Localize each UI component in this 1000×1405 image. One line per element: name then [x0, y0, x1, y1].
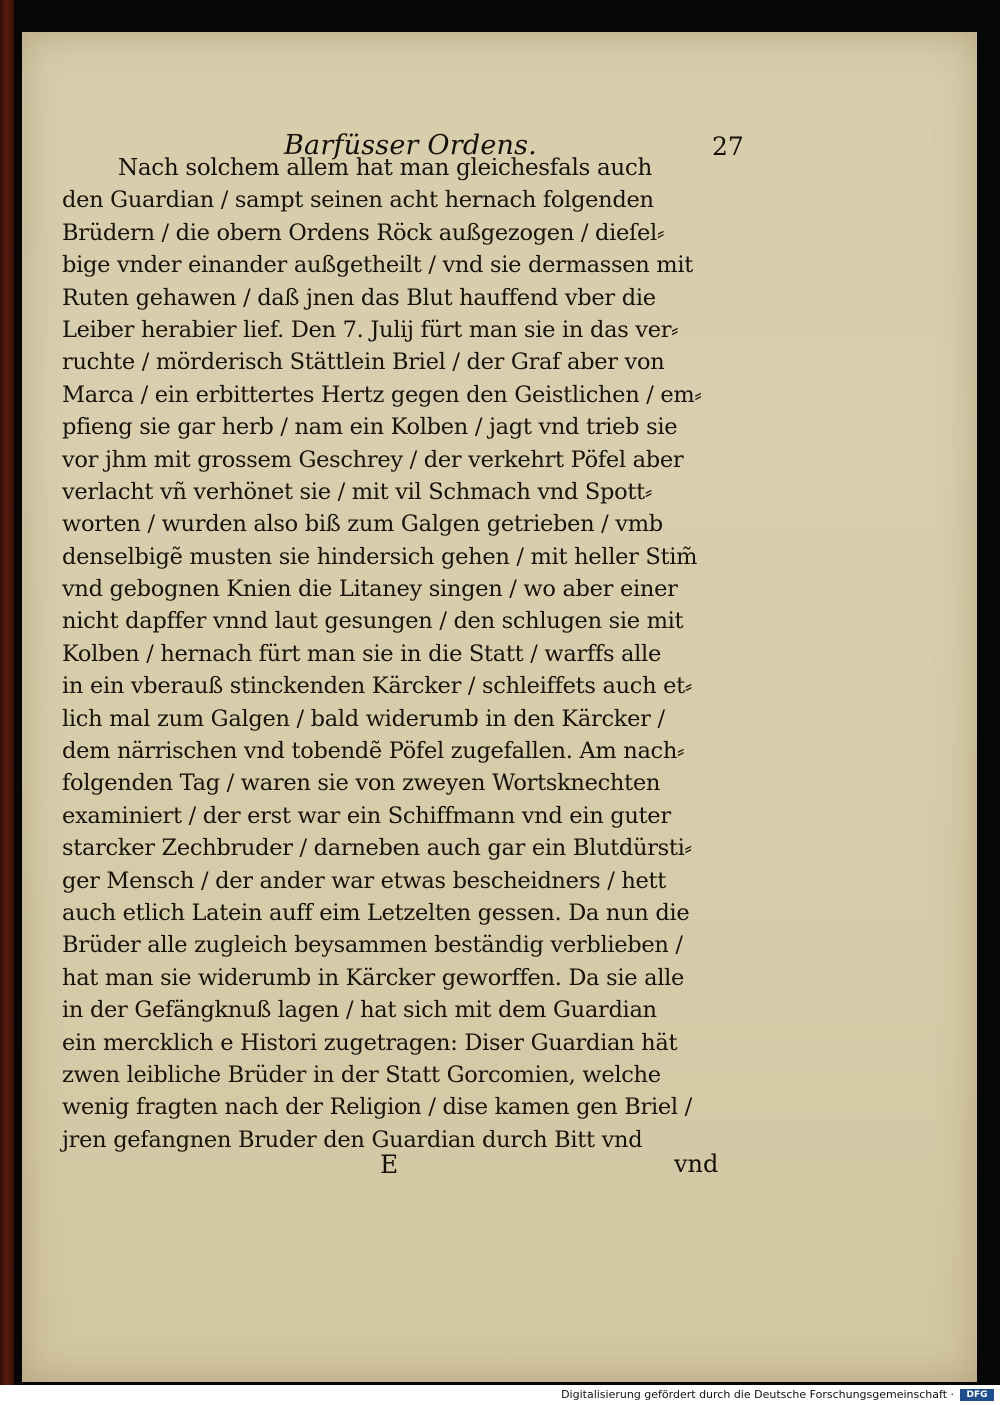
signature-mark: E — [380, 1150, 399, 1179]
book-edge — [0, 0, 14, 1385]
text-line: ein mercklich e Histori zugetragen: Diser Guardian hät — [62, 1029, 678, 1056]
folio-number: 27 — [712, 132, 744, 161]
text-line: ruchte / mörderisch Stättlein Briel / der Graf aber von — [62, 349, 665, 376]
text-line: auch etlich Latein auff eim Letzelten gessen. Da nun die — [62, 899, 690, 926]
text-line: hat man sie widerumb in Kärcker geworffen. Da sie alle — [62, 964, 685, 991]
page-footer — [22, 1150, 977, 1190]
text-line: verlacht vñ verhönet sie / mit vil Schmach vnd Spott⸗ — [62, 478, 653, 505]
text-line: denselbigẽ musten sie hindersich gehen / mit heller Stim̃ — [62, 543, 698, 570]
text-line: Nach solchem allem hat man gleichesfals auch — [118, 155, 653, 181]
text-line: Marca / ein erbittertes Hertz gegen den Geistlichen / em⸗ — [62, 381, 702, 408]
text-line: wenig fragten nach der Religion / dise kamen gen Briel / — [62, 1094, 692, 1121]
text-line: jren gefangnen Bruder den Guardian durch Bitt vnd — [62, 1126, 643, 1153]
text-line: starcker Zechbruder / darneben auch gar ein Blutdürsti⸗ — [62, 835, 692, 862]
catchword: vnd — [674, 1150, 719, 1178]
text-line: bige vnder einander außgetheilt / vnd sie dermassen mit — [62, 252, 693, 279]
text-line: Kolben / hernach fürt man sie in die Statt / warffs alle — [62, 640, 661, 667]
text-line: Ruten gehawen / daß jnen das Blut hauffend vber die — [62, 284, 656, 311]
text-line: in der Gefängknuß lagen / hat sich mit dem Guardian — [62, 997, 657, 1024]
text-line: worten / wurden also biß zum Galgen getrieben / vmb — [62, 511, 663, 538]
text-line: pfieng sie gar herb / nam ein Kolben / jagt vnd trieb sie — [62, 414, 678, 441]
text-line: Brüder alle zugleich beysammen beständig verblieben / — [62, 932, 683, 959]
dfg-logo: DFG — [960, 1389, 994, 1401]
book-page — [22, 32, 977, 1382]
text-line: zwen leibliche Brüder in der Statt Gorcomien, welche — [62, 1061, 661, 1088]
body-text — [62, 152, 762, 1156]
text-line: Brüdern / die obern Ordens Röck außgezogen / dieſel⸗ — [62, 219, 665, 246]
text-line: dem närrischen vnd tobendẽ Pöfel zugefallen. Am nach⸗ — [62, 738, 685, 765]
text-line: examiniert / der erst war ein Schiffmann vnd ein guter — [62, 802, 671, 829]
text-line: in ein vberauß stinckenden Kärcker / schleiffets auch et⸗ — [62, 673, 693, 700]
text-line: nicht dapffer vnnd laut gesungen / den schlugen sie mit — [62, 608, 684, 635]
credit-bar — [0, 1385, 1000, 1405]
credit-text: Digitalisierung gefördert durch die Deutsche Forschungsgemeinschaft · — [561, 1388, 954, 1401]
text-line: folgenden Tag / waren sie von zweyen Wortsknechten — [62, 770, 661, 797]
text-line: vnd gebognen Knien die Litaney singen / wo aber einer — [62, 576, 678, 603]
text-line: Leiber herabier lief. Den 7. Julij fürt man sie in das ver⸗ — [62, 316, 679, 343]
text-line: ger Mensch / der ander war etwas bescheidners / hett — [62, 867, 667, 894]
text-line: den Guardian / sampt seinen acht hernach folgenden — [62, 187, 654, 214]
running-title: Barfüsser Ordens. — [284, 130, 537, 161]
text-line: vor jhm mit grossem Geschrey / der verkehrt Pöfel aber — [62, 446, 684, 473]
text-line: lich mal zum Galgen / bald widerumb in den Kärcker / — [62, 705, 665, 732]
